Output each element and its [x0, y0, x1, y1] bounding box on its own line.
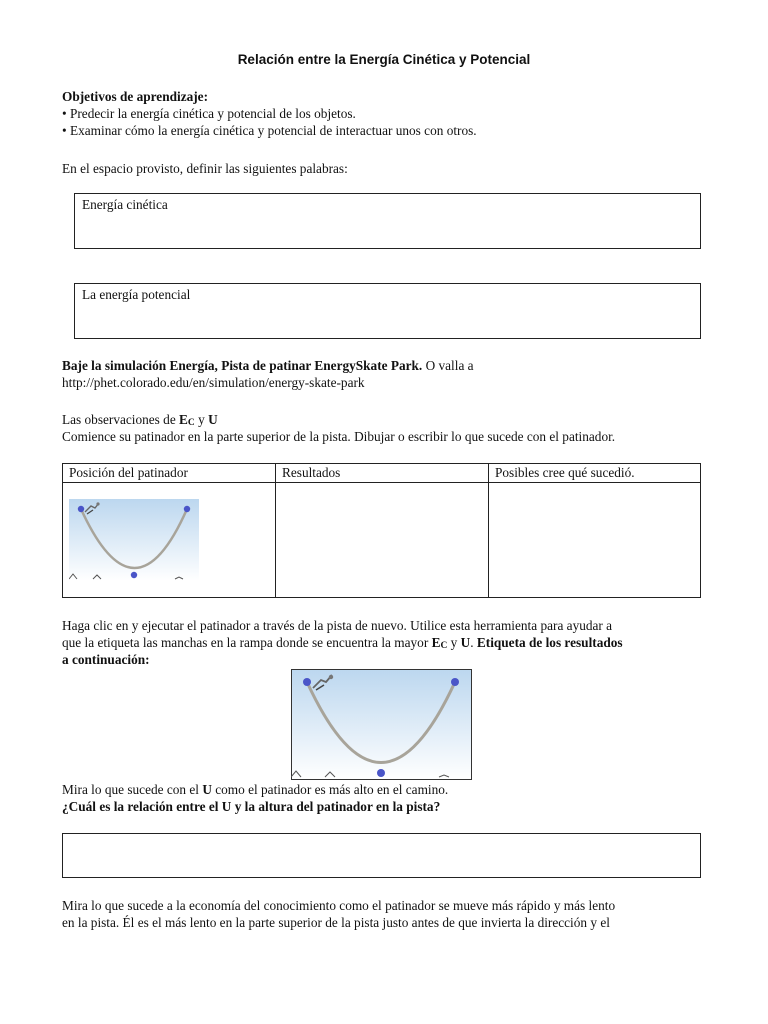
- define-box-kinetic[interactable]: [74, 193, 701, 249]
- track-image-large: [291, 669, 472, 780]
- period: .: [470, 635, 477, 650]
- table-cell-guess[interactable]: [489, 483, 701, 598]
- download-instruction: Baje la simulación Energía, Pista de patinar EnergySkate Park.: [62, 358, 423, 373]
- ec-symbol: E: [431, 635, 441, 650]
- table-cell-position: [63, 483, 276, 598]
- u-symbol: U: [202, 782, 212, 797]
- define-box-label: La energía potencial: [82, 287, 191, 302]
- mira-u-pre: Mira lo que sucede con el: [62, 782, 203, 797]
- objectives-heading: Objetivos de aprendizaje:: [62, 89, 209, 104]
- mira-u-post: como el patinador es más alto en el camino.: [211, 782, 449, 797]
- u-symbol: U: [208, 412, 218, 427]
- table-cell-results[interactable]: [276, 483, 489, 598]
- question-heading: ¿Cuál es la relación entre el U y la altura del patinador en la pista?: [62, 799, 441, 814]
- simulation-url[interactable]: http://phet.colorado.edu/en/simulation/energy-skate-park: [62, 375, 365, 390]
- u-symbol: U: [460, 635, 471, 650]
- define-box-potential[interactable]: [74, 283, 701, 339]
- results-table: [62, 463, 701, 598]
- mira-u-line: [62, 781, 448, 798]
- table-row: [63, 483, 701, 598]
- conjunction: y: [447, 635, 461, 650]
- table-header-row: [63, 464, 701, 483]
- objective-item-1: • Predecir la energía cinética y potencial de los objetos.: [62, 106, 356, 121]
- define-box-label: Energía cinética: [82, 197, 168, 212]
- ec-symbol: E: [179, 412, 188, 427]
- download-line: [62, 357, 474, 374]
- observations-instruction: Comience su patinador en la parte superior de la pista. Dibujar o escribir lo que sucede con el patinador.: [62, 429, 616, 444]
- objective-item-2: • Examinar cómo la energía cinética y potencial de interactuar unos con otros.: [62, 123, 477, 138]
- table-header-position: Posición del patinador: [63, 464, 276, 483]
- label-results-instruction: Etiqueta de los resultados: [476, 635, 623, 650]
- click-instruction-1: Haga clic en y ejecutar el patinador a través de la pista de nuevo. Utilice esta herramienta para ayudar a: [62, 618, 613, 633]
- download-alt: O valla a: [422, 358, 474, 373]
- conjunction: y: [194, 412, 209, 427]
- final-paragraph-line-1: Mira lo que sucede a la economía del conocimiento como el patinador se mueve más rápido y más lento: [62, 898, 616, 913]
- table-header-guess: Posibles cree qué sucedió.: [489, 464, 701, 483]
- define-prompt: En el espacio provisto, definir las siguientes palabras:: [62, 161, 348, 176]
- final-paragraph-line-2: en la pista. Él es el más lento en la parte superior de la pista justo antes de que invierta la dirección y el: [62, 915, 610, 930]
- click-instruction-3: a continuación:: [62, 652, 150, 667]
- ec-subscript: C: [187, 418, 195, 428]
- answer-box[interactable]: [62, 833, 701, 878]
- page-title: Relación entre la Energía Cinética y Potencial: [237, 52, 531, 67]
- observations-prefix: Las observaciones de: [62, 412, 180, 427]
- track-image-small: [69, 499, 199, 581]
- table-header-results: Resultados: [276, 464, 489, 483]
- click-instruction-text: que la etiqueta las manchas en la rampa donde se encuentra la mayor: [62, 635, 432, 650]
- ec-subscript: C: [440, 641, 448, 651]
